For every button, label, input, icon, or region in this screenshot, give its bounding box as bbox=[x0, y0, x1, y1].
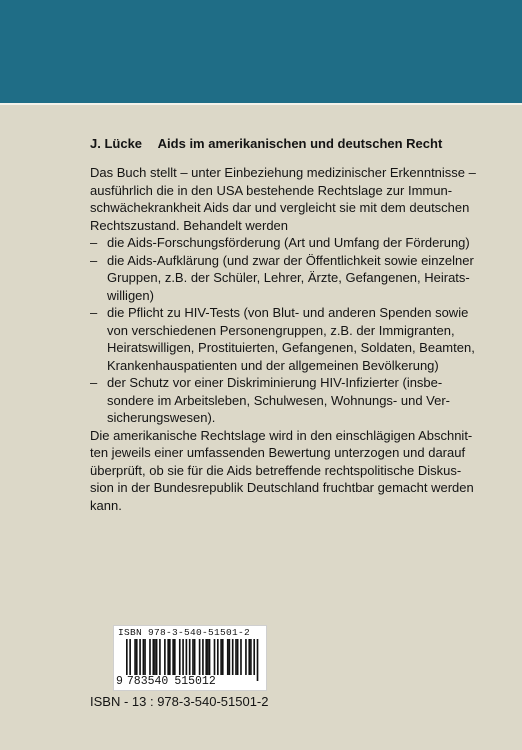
blurb-text bbox=[90, 164, 492, 514]
text-line: von verschiedenen Personengruppen, z.B. der Immigranten, bbox=[107, 322, 455, 338]
barcode-bar bbox=[227, 639, 229, 675]
intro-paragraph bbox=[90, 164, 492, 234]
barcode-bar bbox=[232, 639, 234, 675]
text-line: Die amerikanische Rechtslage wird in den einschlägigen Abschnit- bbox=[90, 427, 473, 443]
list-item bbox=[90, 304, 492, 374]
text-line: sicherungswesen). bbox=[107, 410, 216, 425]
text-line: überprüft, ob sie für die Aids betreffende rechtspolitische Diskus- bbox=[90, 462, 462, 478]
barcode-bar bbox=[250, 639, 252, 675]
book-title: Aids im amerikanischen und deutschen Recht bbox=[157, 136, 443, 151]
text-line: kann. bbox=[90, 497, 122, 513]
text-line: die Aids-Forschungsförderung (Art und Umfang der Förderung) bbox=[107, 235, 470, 250]
text-line: Das Buch stellt – unter Einbeziehung medizinischer Erkenntnisse – bbox=[90, 165, 476, 180]
barcode-bar bbox=[248, 639, 250, 675]
barcode-bar bbox=[245, 639, 247, 675]
barcode-digits bbox=[116, 675, 266, 688]
text-line: Krankenhauspatienten und der allgemeinen Bevölkerung) bbox=[107, 357, 439, 373]
isbn-barcode-box bbox=[113, 625, 267, 691]
barcode-bar bbox=[235, 639, 237, 675]
barcode-bar bbox=[194, 639, 196, 675]
barcode-digit-group-2: 515012 bbox=[174, 675, 216, 688]
isbn-barcode-label: ISBN 978-3-540-51501-2 bbox=[118, 627, 251, 638]
text-line: sion in der Bundesrepublik Deutschland fruchtbar gemacht werden bbox=[90, 480, 474, 495]
band-divider-rule bbox=[0, 103, 522, 105]
barcode-digit-prefix: 9 bbox=[116, 675, 123, 688]
barcode-bar bbox=[202, 639, 204, 675]
dash-bullet: – bbox=[90, 375, 98, 390]
dash-bullet: – bbox=[90, 252, 98, 268]
list-item bbox=[90, 234, 492, 252]
text-line: ausführlich die in den USA bestehende Rechtslage zur Immun- bbox=[90, 182, 453, 198]
text-line: ten jeweils einer umfassenden Bewertung unterzogen und darauf bbox=[90, 445, 466, 460]
text-line: sondere im Arbeitsleben, Schulwesen, Wohnungs- und Ver- bbox=[107, 392, 451, 408]
barcode-bar bbox=[152, 639, 154, 675]
barcode-bar bbox=[136, 639, 138, 675]
barcode-bar bbox=[164, 639, 166, 675]
barcode-bar bbox=[144, 639, 146, 675]
barcode-bar bbox=[159, 639, 161, 675]
barcode-bar bbox=[179, 639, 181, 675]
barcode-bar bbox=[214, 639, 216, 675]
barcode-bar bbox=[182, 639, 184, 675]
barcode-bar bbox=[222, 639, 224, 675]
dash-bullet: – bbox=[90, 235, 98, 250]
barcode-bar bbox=[172, 639, 174, 675]
barcode-bar bbox=[207, 639, 209, 675]
barcode-bar bbox=[139, 639, 141, 675]
barcode-bar bbox=[149, 639, 151, 675]
barcode-bar bbox=[217, 639, 219, 675]
text-line: Rechtszustand. Behandelt werden bbox=[90, 217, 289, 233]
text-line: Heiratswilligen, Prostituierten, Gefangenen, Soldaten, Beamten, bbox=[107, 340, 475, 355]
barcode-bar bbox=[253, 639, 255, 675]
author-name: J. Lücke bbox=[90, 136, 143, 151]
barcode-digit-group-1: 783540 bbox=[126, 675, 169, 688]
text-line: die Aids-Aufklärung (und zwar der Öffentlichkeit sowie einzelner bbox=[107, 252, 474, 268]
isbn-13-text: ISBN - 13 : 978-3-540-51501-2 bbox=[90, 694, 269, 709]
barcode-bar bbox=[154, 639, 156, 675]
text-line: der Schutz vor einer Diskriminierung HIV-Infizierter (insbe- bbox=[107, 375, 443, 390]
barcode-bar bbox=[192, 639, 194, 675]
book-heading bbox=[90, 136, 510, 151]
topic-list bbox=[90, 234, 492, 427]
barcode-bar bbox=[169, 639, 171, 675]
barcode-bar bbox=[240, 639, 242, 675]
barcode-bar bbox=[237, 639, 239, 675]
text-line: schwächekrankheit Aids dar und vergleicht sie mit dem deutschen bbox=[90, 200, 470, 215]
barcode-bar bbox=[134, 639, 136, 675]
barcode-bar bbox=[167, 639, 169, 675]
dash-bullet: – bbox=[90, 305, 98, 320]
list-item bbox=[90, 252, 492, 305]
barcode-bar bbox=[174, 639, 176, 675]
barcode-bar bbox=[209, 639, 211, 675]
text-line: die Pflicht zu HIV-Tests (von Blut- und anderen Spenden sowie bbox=[107, 305, 469, 320]
text-line: willigen) bbox=[107, 287, 154, 303]
barcode-bar bbox=[205, 639, 207, 675]
barcode-bar bbox=[229, 639, 231, 675]
text-line: Gruppen, z.B. der Schüler, Lehrer, Ärzte, Gefangenen, Heirats- bbox=[107, 270, 470, 285]
barcode-bar bbox=[199, 639, 201, 675]
barcode-bar bbox=[143, 639, 145, 675]
barcode-bar bbox=[156, 639, 158, 675]
closing-paragraph bbox=[90, 427, 492, 515]
list-item bbox=[90, 374, 492, 427]
top-color-band bbox=[0, 0, 522, 103]
barcode-bar bbox=[220, 639, 222, 675]
